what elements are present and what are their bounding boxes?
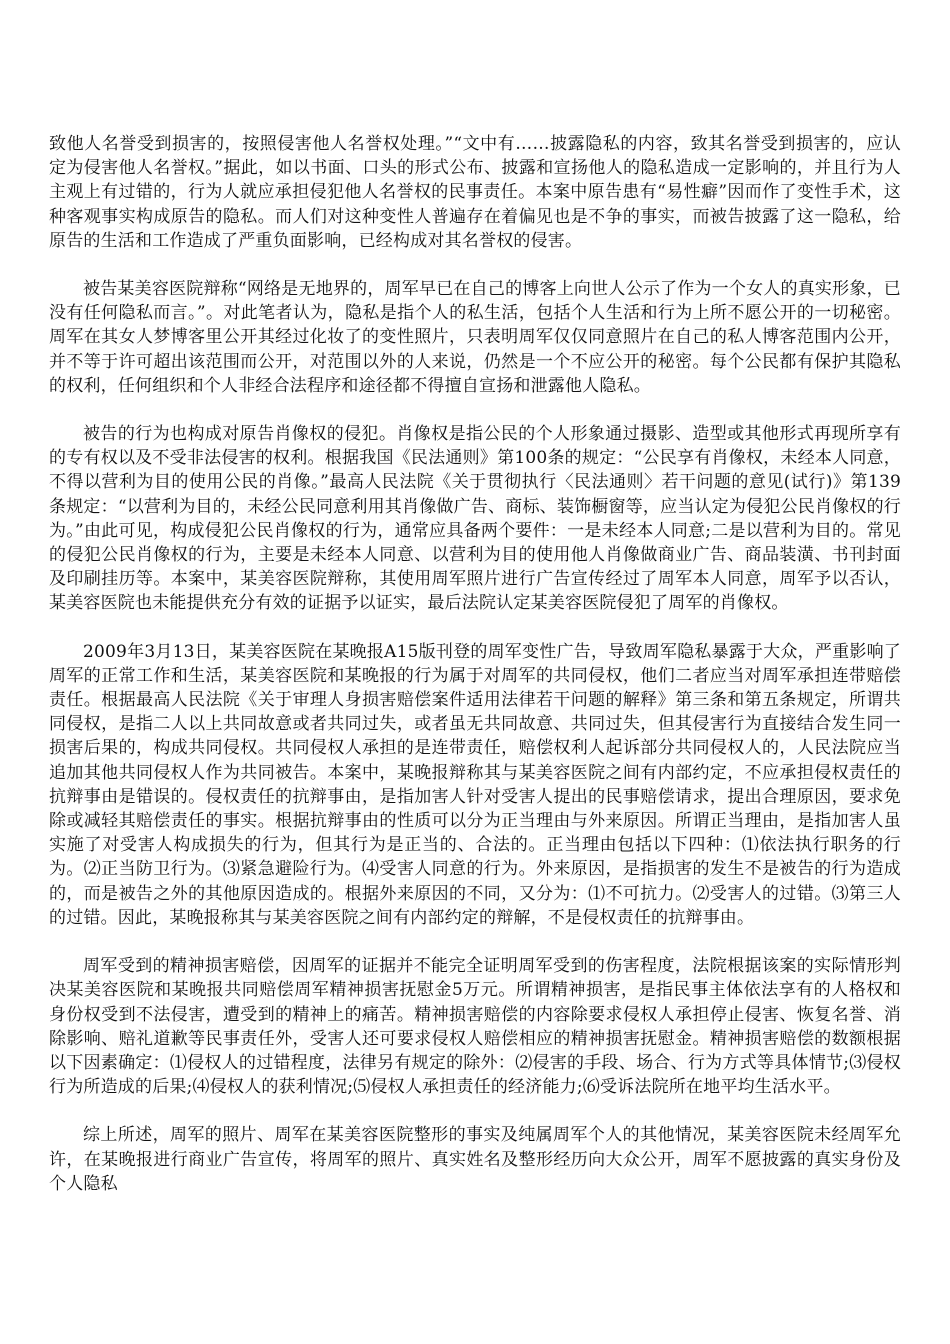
paragraph-mental-damage: 周军受到的精神损害赔偿，因周军的证据并不能完全证明周军受到的伤害程度，法院根据该案的实际情形判决某美容医院和某晚报共同赔偿周军精神损害抚慰金5万元。所谓精神损害，是指民事主体依法享有的人格权和身份权受到不法侵害，遭受到的精神上的痛苦。精神损害赔偿的内容除要求侵权人承担停止侵害、恢复名誉、消除影响、赔礼道歉等民事责任外，受害人还可要求侵权人赔偿相应的精神损害抚慰金。精神损害赔偿的数额根据以下因素确定：⑴侵权人的过错程度，法律另有规定的除外：⑵侵害的手段、场合、行为方式等具体情节;⑶侵权行为所造成的后果;⑷侵权人的获利情况;⑸侵权人承担责任的经济能力;⑹受诉法院所在地平均生活水平。 [49, 956, 901, 1098]
document-body [49, 132, 901, 1220]
paragraph-joint-infringement: 2009年3月13日，某美容医院在某晚报A15版刊登的周军变性广告，导致周军隐私暴露于大众，严重影响了周军的正常工作和生活，某美容医院和某晚报的行为属于对周军的共同侵权，他们二者应当对周军承担连带赔偿责任。根据最高人民法院《关于审理人身损害赔偿案件适用法律若干问题的解释》第三条和第五条规定，所谓共同侵权，是指二人以上共同故意或者共同过失，或者虽无共同故意、共同过失，但其侵害行为直接结合发生同一损害后果的，构成共同侵权。共同侵权人承担的是连带责任，赔偿权利人起诉部分共同侵权人的，人民法院应当追加其他共同侵权人作为共同被告。本案中，某晚报辩称其与某美容医院之间有内部约定，不应承担侵权责任的抗辩事由是错误的。侵权责任的抗辩事由，是指加害人针对受害人提出的民事赔偿请求，提出合理原因，要求免除或减轻其赔偿责任的事实。根据抗辩事由的性质可以分为正当理由与外来原因。所谓正当理由，是指加害人虽实施了对受害人构成损失的行为，但其行为是正当的、合法的。正当理由包括以下四种：⑴依法执行职务的行为。⑵正当防卫行为。⑶紧急避险行为。⑷受害人同意的行为。外来原因，是指损害的发生不是被告的行为造成的，而是被告之外的其他原因造成的。根据外来原因的不同，又分为：⑴不可抗力。⑵受害人的过错。⑶第三人的过错。因此，某晚报称其与某美容医院之间有内部约定的辩解，不是侵权责任的抗辩事由。 [49, 641, 901, 928]
paragraph-reputation-infringement: 致他人名誉受到损害的，按照侵害他人名誉权处理。”“文中有……披露隐私的内容，致其名誉受到损害的，应认定为侵害他人名誉权。”据此，如以书面、口头的形式公布、披露和宣扬他人的隐私造成一定影响的，并且行为人主观上有过错的，行为人就应承担侵犯他人名誉权的民事责任。本案中原告患有“易性癖”因而作了变性手术，这种客观事实构成原告的隐私。而人们对这种变性人普遍存在着偏见也是不争的事实，而被告披露了这一隐私，给原告的生活和工作造成了严重负面影响，已经构成对其名誉权的侵害。 [49, 134, 901, 251]
paragraph-portrait-right: 被告的行为也构成对原告肖像权的侵犯。肖像权是指公民的个人形象通过摄影、造型或其他形式再现所享有的专有权以及不受非法侵害的权利。根据我国《民法通则》第100条的规定：“公民享有肖像权，未经本人同意，不得以营利为目的使用公民的肖像。”最高人民法院《关于贯彻执行〈民法通则〉若干问题的意见(试行)》第139条规定：“以营利为目的，未经公民同意利用其肖像做广告、商标、装饰橱窗等，应当认定为侵犯公民肖像权的行为。”由此可见，构成侵犯公民肖像权的行为，通常应具备两个要件：一是未经本人同意;二是以营利为目的。常见的侵犯公民肖像权的行为，主要是未经本人同意、以营利为目的使用他人肖像做商业广告、商品装潢、书刊封面及印刷挂历等。本案中，某美容医院辩称，其使用周军照片进行广告宣传经过了周军本人同意，周军予以否认，某美容医院也未能提供充分有效的证据予以证实，最后法院认定某美容医院侵犯了周军的肖像权。 [49, 424, 901, 614]
paragraph-privacy-defense: 被告某美容医院辩称“网络是无地界的，周军早已在自己的博客上向世人公示了作为一个女人的真实形象，已没有任何隐私而言。”。对此笔者认为，隐私是指个人的私生活，包括个人生活和行为上所不愿公开的一切秘密。周军在其女人梦博客里公开其经过化妆了的变性照片，只表明周军仅仅同意照片在自己的私人博客范围内公开，并不等于许可超出该范围而公开，对范围以外的人来说，仍然是一个不应公开的秘密。每个公民都有保护其隐私的权利，任何组织和个人非经合法程序和途径都不得擅自宣扬和泄露他人隐私。 [49, 279, 901, 396]
paragraph-conclusion: 综上所述，周军的照片、周军在某美容医院整形的事实及纯属周军个人的其他情况，某美容医院未经周军允许，在某晚报进行商业广告宣传，将周军的照片、真实姓名及整形经历向大众公开，周军不愿披露的真实身份及个人隐私 [49, 1125, 901, 1194]
